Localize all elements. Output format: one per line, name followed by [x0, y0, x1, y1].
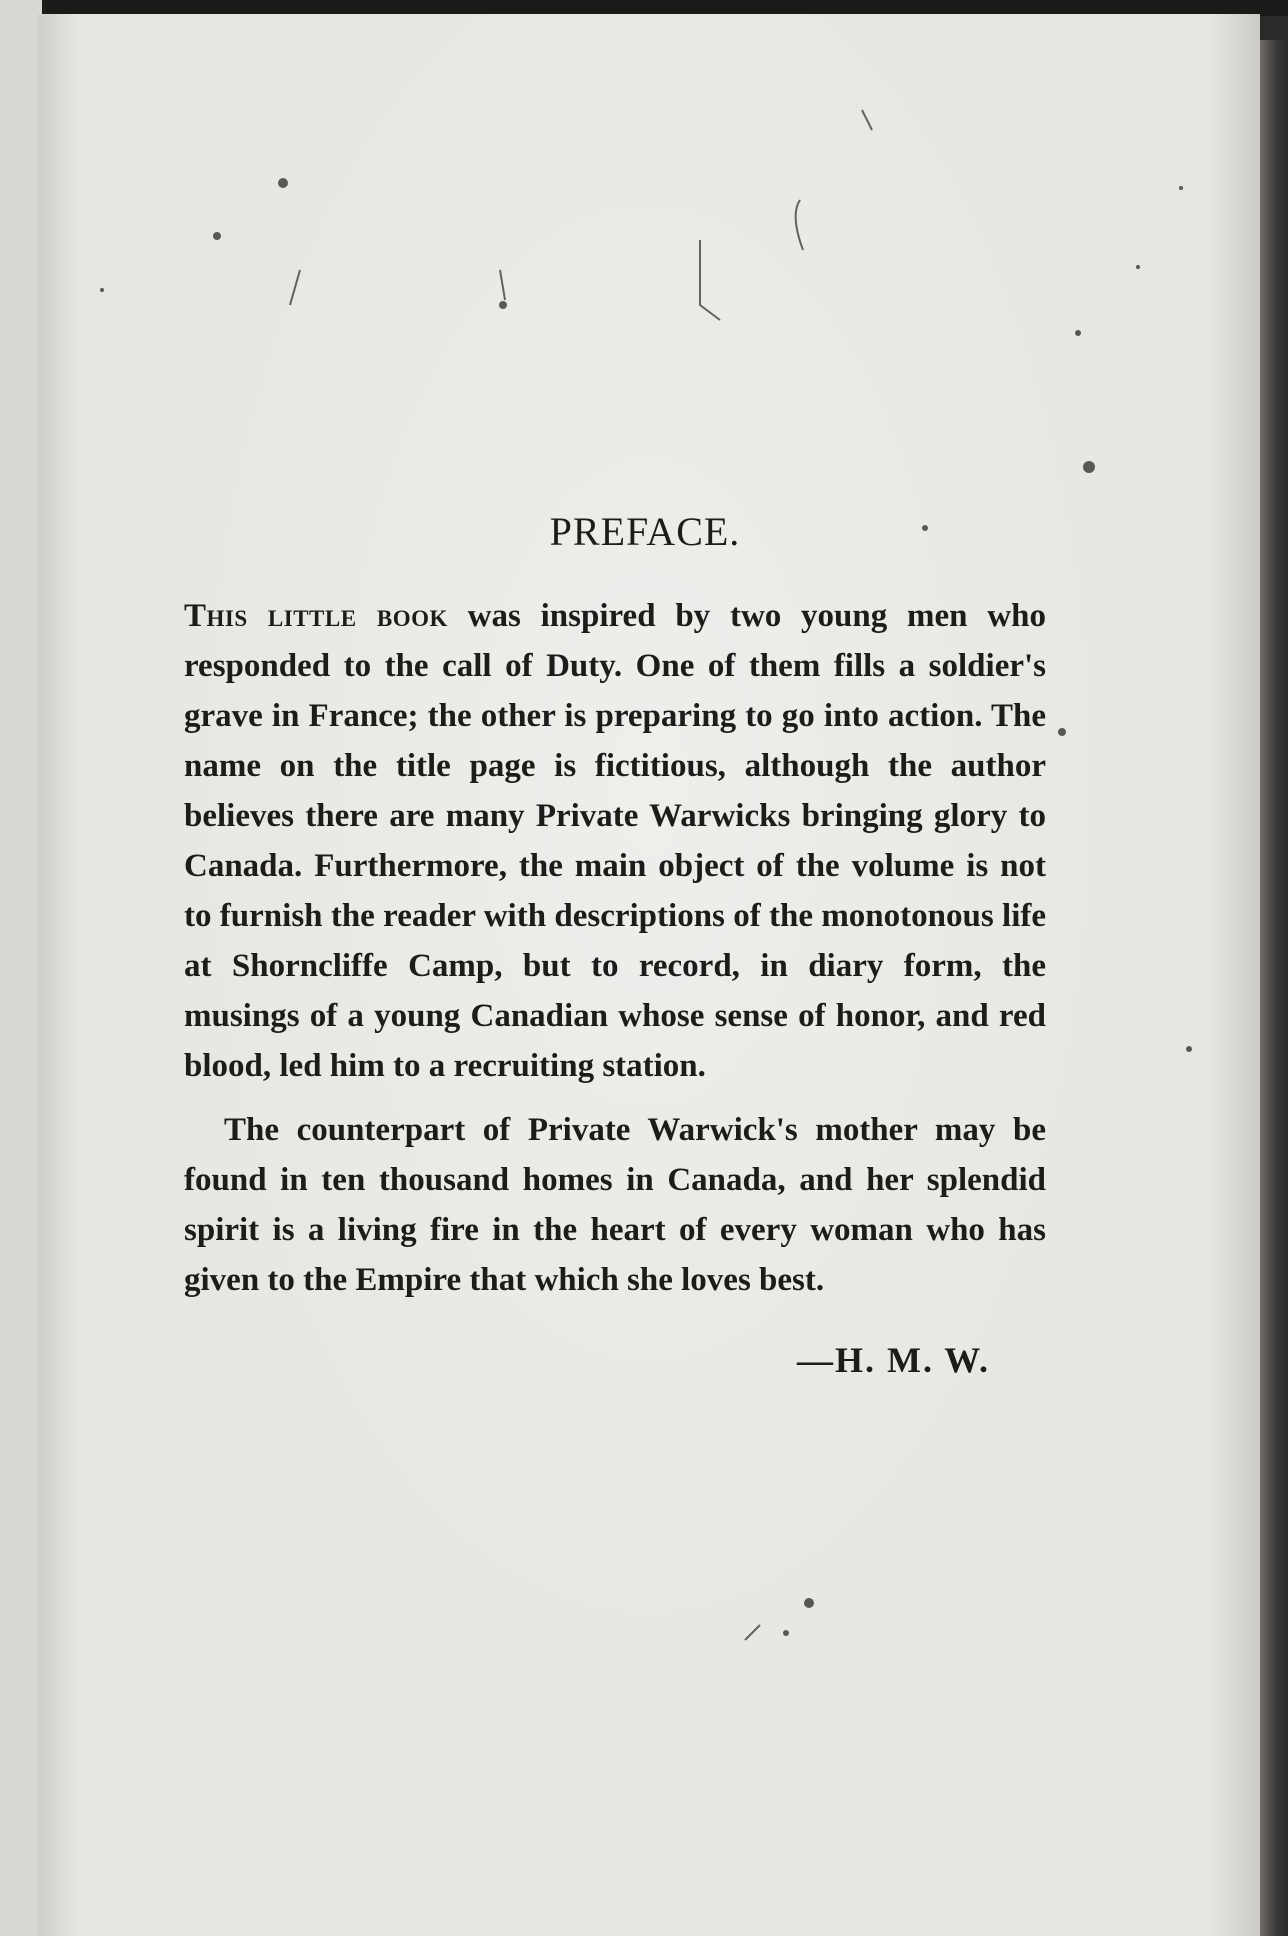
- preface-text: [184, 508, 1046, 1381]
- preface-title: PREFACE.: [549, 509, 741, 554]
- paragraph-1-body: was inspired by two young men who responded to the call of Duty. One of them fills a soldier's grave in France; the other is preparing to go into action. The name on the title page is fictitious, although the author believes there are many Private Warwicks bringing glory to Canada. Furthermore, the main object of the volume is not to furnish the reader with descriptions of the monotonous life at Shorncliffe Camp, but to record, in diary form, the musings of a young Canadian whose sense of honor, and red blood, led him to a recruiting station.: [184, 598, 1046, 1084]
- author-initials: —H. M. W.: [796, 1340, 990, 1380]
- page-binding-edge: [1260, 40, 1288, 1936]
- paragraph-lead-in: This little book: [184, 598, 448, 634]
- preface-paragraph-2: The counterpart of Private Warwick's mother may be found in ten thousand homes in Canada, and her splendid spirit is a living fire in the heart of every woman who has given to the Empire that which she loves best.: [184, 1112, 1046, 1298]
- preface-paragraph-1: [184, 591, 1046, 1091]
